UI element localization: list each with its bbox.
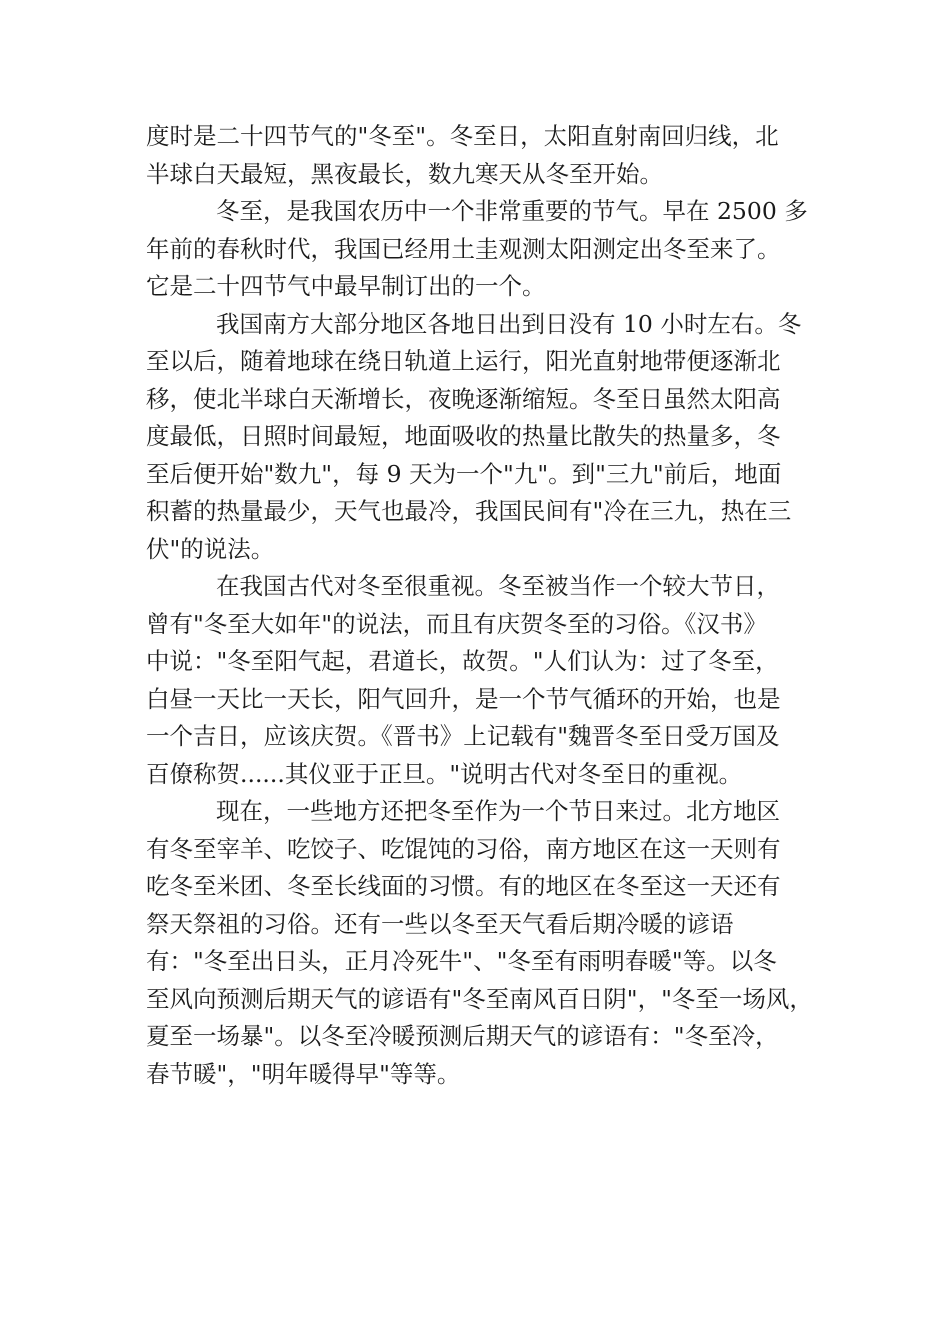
text-line: 至后便开始"数九"，每 9 天为一个"九"。到"三九"前后，地面 [146,459,782,488]
text-line: 我国南方大部分地区各地日出到日没有 10 小时左右。冬 [216,309,802,338]
text-line: 有冬至宰羊、吃饺子、吃馄饨的习俗，南方地区在这一天则有 [146,834,781,863]
document-body [146,118,826,1093]
text-line: 现在，一些地方还把冬至作为一个节日来过。北方地区 [216,797,780,825]
text-line: 至以后，随着地球在绕日轨道上运行，阳光直射地带便逐渐北 [146,347,781,375]
text-line: 伏"的说法。 [146,534,275,563]
text-line: 半球白天最短，黑夜最长，数九寒天从冬至开始。 [146,159,663,188]
text-line: 夏至一场暴"。以冬至冷暖预测后期天气的谚语有："冬至冷， [146,1022,779,1050]
paragraph-3 [146,306,826,569]
text-line: 春节暖"，"明年暖得早"等等。 [146,1059,461,1088]
text-line: 在我国古代对冬至很重视。冬至被当作一个较大节日， [216,572,780,600]
text-line: 有："冬至出日头，正月冷死牛"、"冬至有雨明春暖"等。以冬 [146,947,777,975]
paragraph-4 [146,568,826,793]
paragraph-5 [146,793,826,1093]
text-line: 年前的春秋时代，我国已经用土圭观测太阳测定出冬至来了。 [146,234,781,263]
paragraph-2 [146,193,826,306]
text-line: 吃冬至米团、冬至长线面的习惯。有的地区在冬至这一天还有 [146,872,781,900]
text-line: 百僚称贺......其仪亚于正旦。"说明古代对冬至日的重视。 [146,759,743,788]
text-line: 一个吉日，应该庆贺。《晋书》上记载有"魏晋冬至日受万国及 [146,722,780,750]
text-line: 白昼一天比一天长，阳气回升，是一个节气循环的开始，也是 [146,684,781,713]
text-line: 移，使北半球白天渐增长，夜晚逐渐缩短。冬至日虽然太阳高 [146,384,781,413]
text-line: 中说："冬至阳气起，君道长，故贺。"人们认为：过了冬至， [146,647,779,675]
text-line: 曾有"冬至大如年"的说法，而且有庆贺冬至的习俗。《汉书》 [146,609,767,638]
text-line: 度时是二十四节气的"冬至"。冬至日，太阳直射南回归线，北 [146,122,779,150]
text-line: 祭天祭祖的习俗。还有一些以冬至天气看后期冷暖的谚语 [146,909,734,938]
text-line: 积蓄的热量最少，天气也最冷，我国民间有"冷在三九，热在三 [146,497,792,525]
text-line: 它是二十四节气中最早制订出的一个。 [146,272,546,300]
text-line: 度最低，日照时间最短，地面吸收的热量比散失的热量多，冬 [146,422,781,450]
text-line: 冬至，是我国农历中一个非常重要的节气。早在 2500 多 [216,197,808,225]
paragraph-1 [146,118,826,193]
text-line: 至风向预测后期天气的谚语有"冬至南风百日阴"，"冬至一场风， [146,984,813,1013]
